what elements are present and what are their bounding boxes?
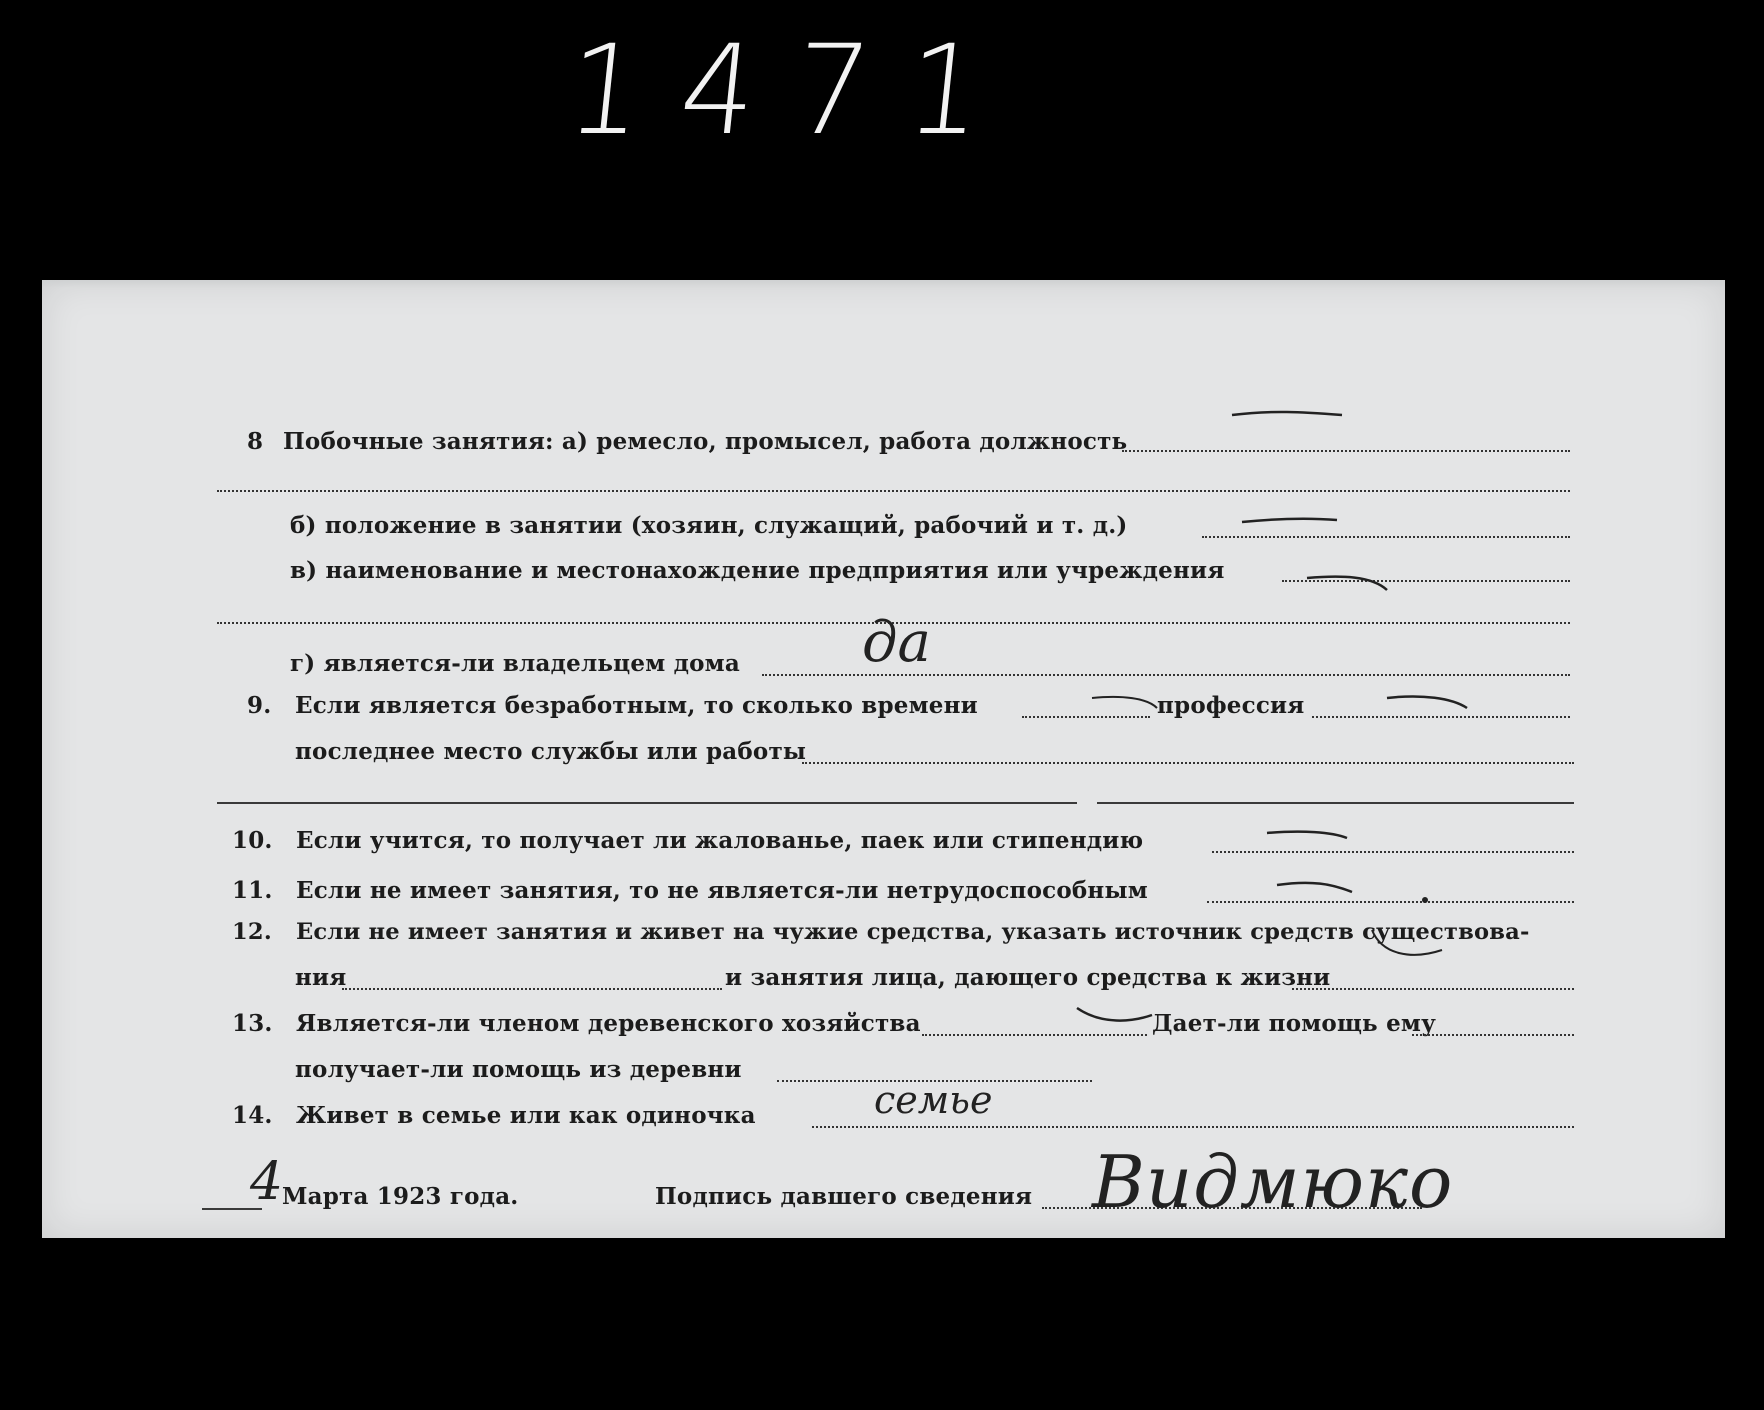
q11-label: Если не имеет занятия, то не является-ли нетрудоспособным	[296, 877, 1148, 904]
q12-number: 12.	[232, 919, 272, 945]
pen-dash	[1267, 832, 1347, 838]
pen-marks	[42, 280, 1725, 1238]
q9-number: 9.	[247, 692, 272, 719]
ink-dot	[1422, 897, 1428, 903]
q12-line-2a: ния	[295, 964, 347, 991]
q13-number: 13.	[232, 1010, 273, 1037]
q8-label: Побочные занятия: а) ремесло, промысел, работа должность	[283, 428, 1128, 455]
q8g-label: г) является-ли владельцем дома	[290, 650, 740, 677]
footer-day-handwritten: 4	[250, 1152, 284, 1212]
q9-label: Если является безработным, то сколько времени	[295, 692, 978, 719]
pen-dash	[1242, 519, 1337, 522]
q10-number: 10.	[232, 827, 273, 854]
q14-label: Живет в семье или как одиночка	[296, 1102, 756, 1129]
pen-dash	[1077, 1008, 1152, 1021]
q8b-label: б) положение в занятии (хозяин, служащий, рабочий и т. д.)	[290, 512, 1128, 539]
q13-label: Является-ли членом деревенского хозяйства	[296, 1010, 921, 1037]
form-card	[42, 280, 1725, 1238]
q8v-label: в) наименование и местонахождение предприятия или учреждения	[290, 557, 1225, 584]
pen-dash	[1092, 697, 1157, 708]
pen-dash	[1372, 930, 1442, 955]
footer-signature-handwritten: Видмюко	[1092, 1140, 1454, 1224]
q14-answer-handwritten: семье	[874, 1078, 993, 1122]
pen-dash	[1307, 577, 1387, 590]
q13-label-2: Дает-ли помощь ему	[1152, 1010, 1437, 1037]
archive-number: 1471	[560, 17, 1028, 163]
q12-label: Если не имеет занятия и живет на чужие средства, указать источник средств существова-	[296, 919, 1530, 945]
q12-line-2b: и занятия лица, дающего средства к жизни	[725, 964, 1331, 991]
q10-label: Если учится, то получает ли жалованье, паек или стипендию	[296, 827, 1144, 854]
q11-number: 11.	[232, 877, 273, 904]
pen-dash	[1277, 883, 1352, 892]
q9-label-2: профессия	[1157, 692, 1305, 719]
footer-date-text: Марта 1923 года.	[282, 1183, 519, 1210]
q9-line-2: последнее место службы или работы	[295, 738, 807, 765]
q8g-answer-handwritten: да	[862, 610, 931, 675]
footer-signature-label: Подпись давшего сведения	[655, 1183, 1033, 1210]
q8-number: 8	[247, 428, 264, 455]
q14-number: 14.	[232, 1102, 273, 1129]
pen-dash	[1387, 696, 1467, 708]
q13-line-2: получает-ли помощь из деревни	[295, 1056, 742, 1083]
pen-dash	[1232, 412, 1342, 415]
